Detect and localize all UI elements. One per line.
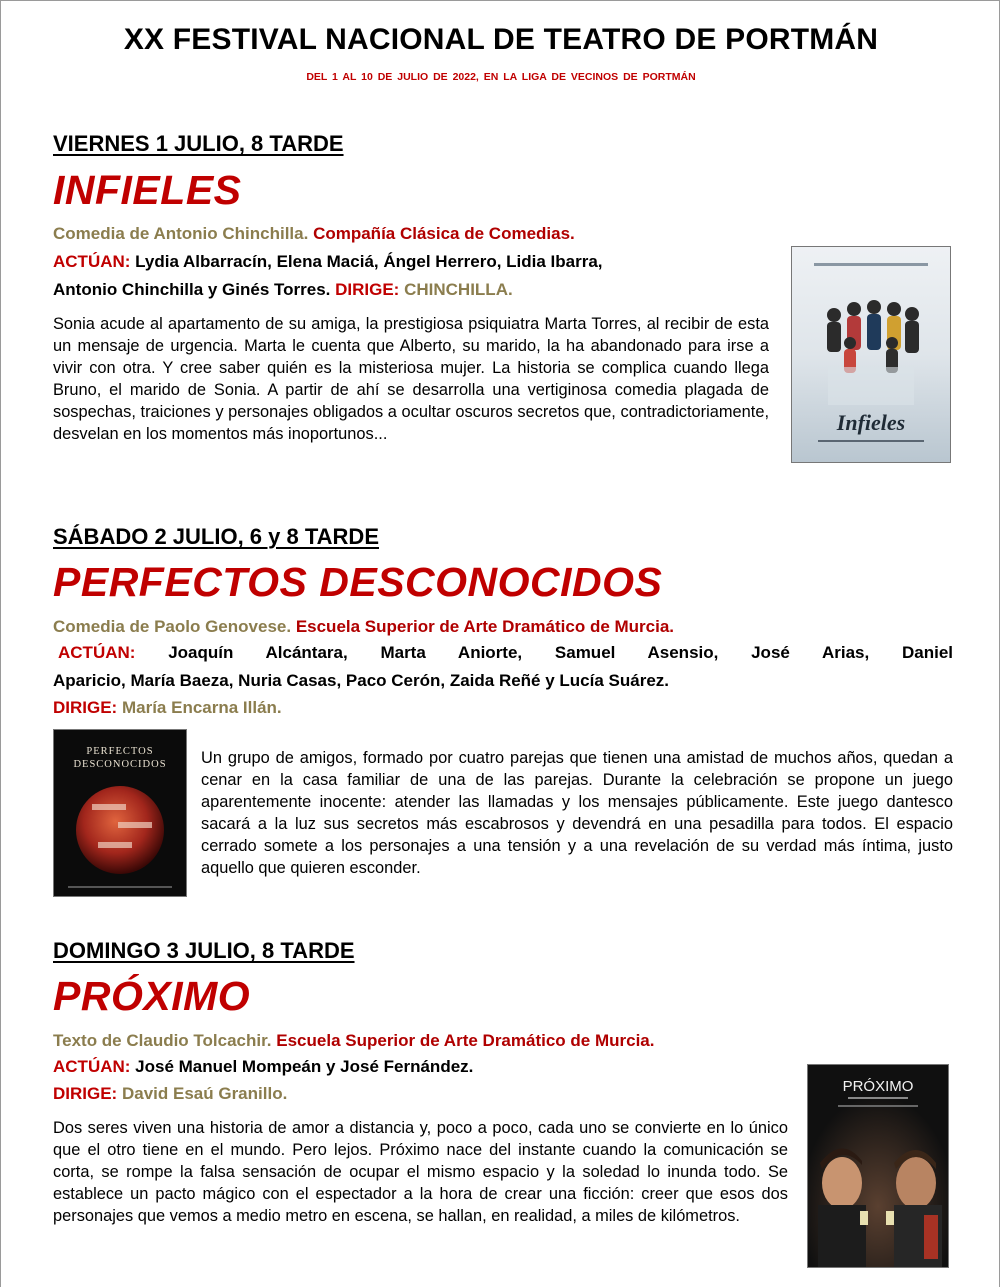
event-3-synopsis: Dos seres viven una historia de amor a distancia y, poco a poco, cada uno se convierte en lo único que el otro tiene en el mundo. Pero lejos. Próximo nace del instante cuando la comunicación se corta, se rompe la falsa sensación de ocupar el mismo espacio y la soledad lo inunda todo. Se establece un pacto mágico con el espectador a la hora de crear una ficción: creer que esos dos personajes que vemos a medio metro en escena, se hallan, en realidad, a miles de kilómetros. xyxy=(53,1119,788,1225)
event-3-director-label: DIRIGE: xyxy=(53,1084,118,1103)
event-2-date: SÁBADO 2 JULIO, 6 y 8 TARDE xyxy=(53,524,379,549)
event-1-director: CHINCHILLA. xyxy=(404,280,513,299)
svg-text:DESCONOCIDOS: DESCONOCIDOS xyxy=(73,759,167,770)
event-1-company: Compañía Clásica de Comedias. xyxy=(313,224,575,243)
proximo-poster-title: PRÓXIMO xyxy=(842,1078,914,1095)
festival-subtitle: DEL 1 AL 10 DE JULIO DE 2022, EN LA LIGA DE VECINOS DE PORTMÁN xyxy=(306,71,696,83)
event-1-date: VIERNES 1 JULIO, 8 TARDE xyxy=(53,131,344,156)
event-2-title: PERFECTOS DESCONOCIDOS xyxy=(53,559,663,605)
proximo-poster xyxy=(807,1064,949,1268)
event-2-cast-line-2: Aparicio, María Baeza, Nuria Casas, Paco Cerón, Zaida Reñé y Lucía Suárez. xyxy=(53,671,670,690)
event-1-cast-line-2: Antonio Chinchilla y Ginés Torres. xyxy=(53,280,331,299)
event-2-cast-row-2 xyxy=(53,671,669,691)
event-2-director-label: DIRIGE: xyxy=(53,698,118,717)
event-2-credits xyxy=(53,617,674,637)
event-3-cast-row xyxy=(53,1057,473,1077)
perfectos-desconocidos-poster xyxy=(53,729,187,897)
event-1-credits xyxy=(53,224,575,244)
event-1-title: INFIELES xyxy=(53,167,242,213)
event-1-cast-row-1 xyxy=(53,252,603,272)
event-2-director-row xyxy=(53,698,282,718)
event-1-cast-line-1: Lydia Albarracín, Elena Maciá, Ángel Herrero, Lidia Ibarra, xyxy=(135,252,603,271)
event-3-title: PRÓXIMO xyxy=(53,973,251,1019)
event-3-date: DOMINGO 3 JULIO, 8 TARDE xyxy=(53,938,355,963)
infieles-poster-art xyxy=(792,247,950,462)
event-2-cast-line-1: Joaquín Alcántara, Marta Aniorte, Samuel Asensio, José Arias, Daniel xyxy=(168,643,953,662)
event-2-genre: Comedia de Paolo Genovese. xyxy=(53,617,292,636)
infieles-poster-title: Infieles xyxy=(836,410,906,435)
event-2-cast-row-1 xyxy=(53,643,953,663)
infieles-poster xyxy=(791,246,951,463)
event-3-company: Escuela Superior de Arte Dramático de Murcia. xyxy=(276,1031,655,1050)
festival-title: XX FESTIVAL NACIONAL DE TEATRO DE PORTMÁN xyxy=(123,23,879,56)
event-3-credits xyxy=(53,1031,654,1051)
event-2-director: María Encarna Illán. xyxy=(121,698,282,717)
event-3-cast-label: ACTÚAN: xyxy=(53,1057,131,1076)
proximo-poster-art xyxy=(808,1065,948,1267)
event-2-synopsis: Un grupo de amigos, formado por cuatro parejas que tienen una amistad de muchos años, quedan a cenar en la casa familiar de una de las parejas. Durante la celebración se propone un juego aparentemente inocente: atender las llamadas y los mensajes públicamente. Este juego dantesco sacará a la luz sus secretos más escabrosos y devendrá en una pesadilla para todos. El espacio cerrado somete a los personajes a una tensión y a una revelación de su verdad más íntima, justo aquello que quieren esconder. xyxy=(201,749,953,877)
event-3-genre: Texto de Claudio Tolcachir. xyxy=(53,1031,272,1050)
event-3-cast-line-1: José Manuel Mompeán y José Fernández. xyxy=(135,1057,474,1076)
event-1-director-label: DIRIGE: xyxy=(335,280,400,299)
event-2-cast-label: ACTÚAN: xyxy=(58,643,136,662)
event-1-cast-row-2 xyxy=(53,280,513,300)
event-1-cast-label: ACTÚAN: xyxy=(53,252,131,271)
event-3-director-row xyxy=(53,1084,287,1104)
perfectos-poster-art xyxy=(54,730,186,896)
event-1-genre: Comedia de Antonio Chinchilla. xyxy=(53,224,309,243)
event-1-synopsis: Sonia acude al apartamento de su amiga, la prestigiosa psiquiatra Marta Torres, al recibir de esta un mensaje de urgencia. Marta le cuenta que Alberto, su marido, la ha abandonado para irse a vivir con otra. Y cree saber quién es la misteriosa mujer. La historia se complica cuando llega Bruno, el marido de Sonia. A partir de ahí se desarrolla una vertiginosa comedia plagada de sospechas, traiciones y personajes obligados a ocultar oscuros secretos que, contradictoriamente, desvelan en los momentos más inoportunos... xyxy=(53,315,769,443)
event-3-director: David Esaú Granillo. xyxy=(121,1084,288,1103)
event-2-company: Escuela Superior de Arte Dramático de Murcia. xyxy=(295,617,675,636)
svg-text:PERFECTOS: PERFECTOS xyxy=(86,746,154,757)
